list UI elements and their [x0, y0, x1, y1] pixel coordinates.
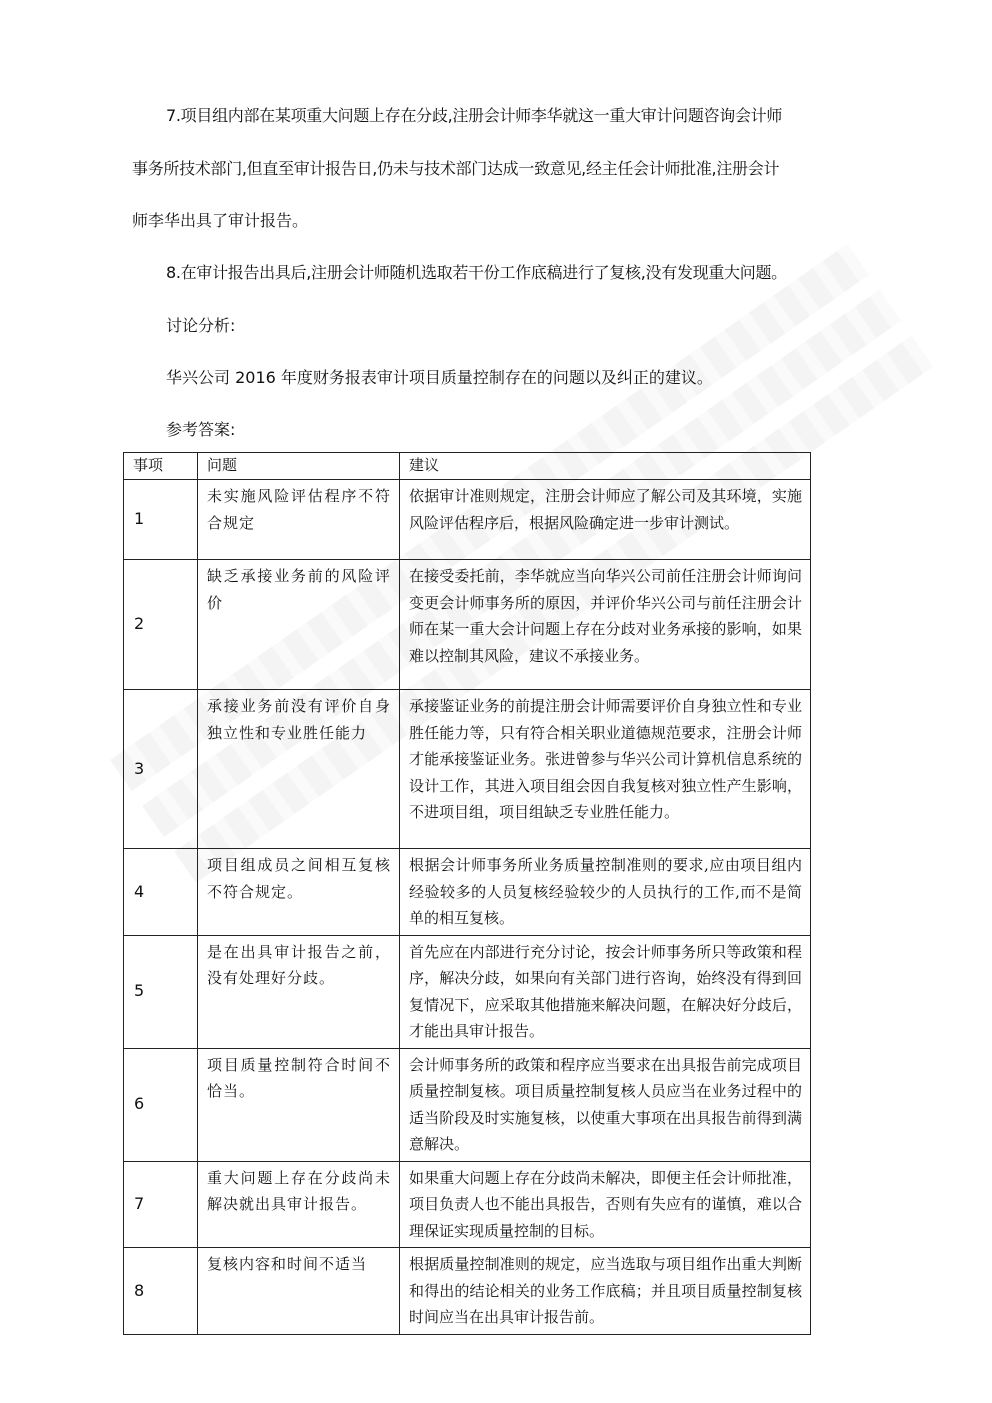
row-number: 4	[124, 849, 198, 936]
discussion-label: 讨论分析:	[166, 316, 236, 335]
row-advice: 如果重大问题上存在分歧尚未解决，即便主任会计师批准，项目负责人也不能出具报告，否则有失应有的谨慎，难以合理保证实现质量控制的目标。	[400, 1161, 811, 1248]
row-number: 1	[124, 480, 198, 560]
table-row	[124, 480, 811, 560]
table-row	[124, 935, 811, 1048]
header-item: 事项	[124, 453, 198, 480]
row-advice: 依据审计准则规定，注册会计师应了解公司及其环境，实施风险评估程序后，根据风险确定进一步审计测试。	[400, 480, 811, 560]
row-issue: 是在出具审计报告之前，没有处理好分歧。	[198, 935, 400, 1048]
table-header-row	[124, 453, 811, 480]
header-advice: 建议	[400, 453, 811, 480]
row-number: 6	[124, 1048, 198, 1161]
row-advice: 在接受委托前，李华就应当向华兴公司前任注册会计师询问变更会计师事务所的原因，并评价华兴公司与前任注册会计师在某一重大会计问题上存在分歧对业务承接的影响，如果难以控制其风险，建议不承接业务。	[400, 560, 811, 690]
row-advice: 根据质量控制准则的规定，应当选取与项目组作出重大判断和得出的结论相关的业务工作底稿；并且项目质量控制复核时间应当在出具审计报告前。	[400, 1248, 811, 1335]
answer-label: 参考答案:	[166, 420, 236, 439]
row-number: 7	[124, 1161, 198, 1248]
header-issue: 问题	[198, 453, 400, 480]
row-issue: 缺乏承接业务前的风险评价	[198, 560, 400, 690]
row-issue: 重大问题上存在分歧尚未解决就出具审计报告。	[198, 1161, 400, 1248]
row-number: 2	[124, 560, 198, 690]
answer-table	[123, 452, 811, 1335]
row-number: 3	[124, 690, 198, 849]
paragraph-item7-line1: 7.项目组内部在某项重大问题上存在分歧,注册会计师李华就这一重大审计问题咨询会计师	[166, 106, 783, 125]
row-advice: 会计师事务所的政策和程序应当要求在出具报告前完成项目质量控制复核。项目质量控制复核人员应当在业务过程中的适当阶段及时实施复核，以使重大事项在出具报告前得到满意解决。	[400, 1048, 811, 1161]
table-row	[124, 690, 811, 849]
paragraph-item7-line3: 师李华出具了审计报告。	[132, 211, 309, 230]
row-advice: 首先应在内部进行充分讨论，按会计师事务所只等政策和程序，解决分歧，如果向有关部门进行咨询，始终没有得到回复情况下，应采取其他措施来解决问题，在解决好分歧后，才能出具审计报告。	[400, 935, 811, 1048]
paragraph-item8: 8.在审计报告出具后,注册会计师随机选取若干份工作底稿进行了复核,没有发现重大问题。	[166, 263, 787, 282]
table-row	[124, 1048, 811, 1161]
row-issue: 项目质量控制符合时间不恰当。	[198, 1048, 400, 1161]
row-issue: 复核内容和时间不适当	[198, 1248, 400, 1335]
table-row	[124, 560, 811, 690]
table-row	[124, 849, 811, 936]
table-row	[124, 1248, 811, 1335]
row-advice: 根据会计师事务所业务质量控制准则的要求,应由项目组内经验较多的人员复核经验较少的人员执行的工作,而不是简单的相互复核。	[400, 849, 811, 936]
row-number: 5	[124, 935, 198, 1048]
row-issue: 未实施风险评估程序不符合规定	[198, 480, 400, 560]
row-issue: 承接业务前没有评价自身独立性和专业胜任能力	[198, 690, 400, 849]
table-row	[124, 1161, 811, 1248]
row-advice: 承接鉴证业务的前提注册会计师需要评价自身独立性和专业胜任能力等，只有符合相关职业道德规范要求，注册会计师才能承接鉴证业务。张进曾参与华兴公司计算机信息系统的设计工作，其进入项目组会因自我复核对独立性产生影响，不进项目组，项目组缺乏专业胜任能力。	[400, 690, 811, 849]
row-issue: 项目组成员之间相互复核不符合规定。	[198, 849, 400, 936]
discussion-question: 华兴公司 2016 年度财务报表审计项目质量控制存在的问题以及纠正的建议。	[166, 368, 713, 387]
paragraph-item7-line2: 事务所技术部门,但直至审计报告日,仍未与技术部门达成一致意见,经主任会计师批准,注册会计	[132, 159, 780, 178]
row-number: 8	[124, 1248, 198, 1335]
